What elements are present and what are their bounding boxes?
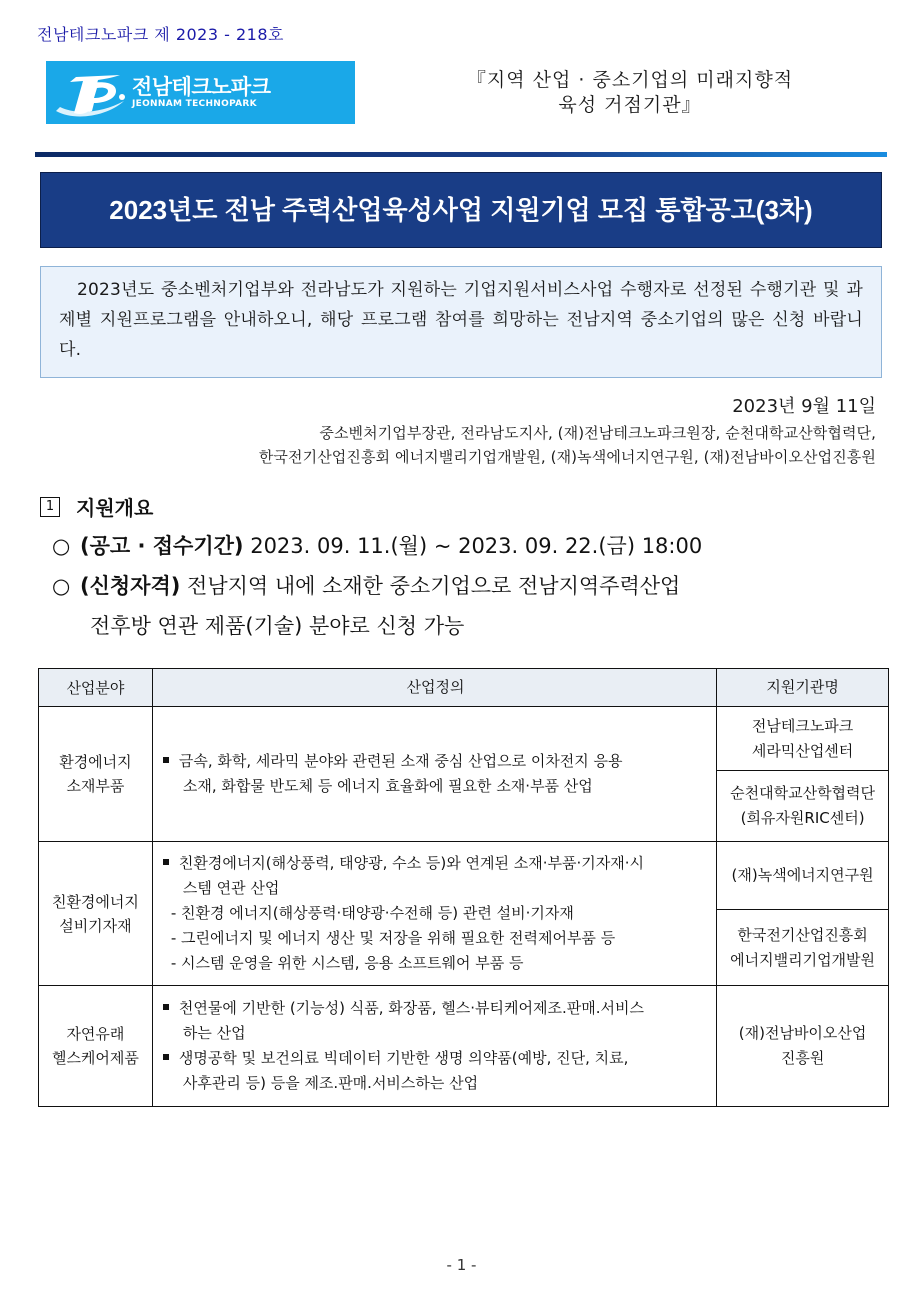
field-line: 자연유래 [66,1025,125,1043]
square-bullet-icon [163,1054,169,1060]
square-bullet-icon [163,859,169,865]
definition-text: 금속, 화학, 세라믹 분야와 관련된 소재 중심 산업으로 이차전지 응용 [178,752,623,770]
support-org-cell [717,707,889,842]
table-header-row [39,669,889,707]
definition-subitem: - 그린에너지 및 에너지 생산 및 저장을 위해 필요한 전력제어부품 등 [170,929,616,947]
support-org [717,707,888,771]
definition-text: 하는 산업 [182,1024,246,1042]
slogan [395,68,865,118]
industry-field [39,986,153,1107]
org-line: (희유자원RIC센터) [740,809,865,827]
industry-field [39,842,153,986]
eligibility-continued: 전후방 연관 제품(기술) 분야로 신청 가능 [90,614,465,638]
logo-korean-name: 전남테크노파크 [132,75,271,99]
issuing-organizations [259,421,876,469]
intro-box [40,266,882,378]
support-org [717,771,888,841]
definition-text: 사후관리 등) 등을 제조.판매.서비스하는 산업 [182,1074,479,1092]
support-org-cell [717,986,889,1107]
definition-text: 천연물에 기반한 (기능성) 식품, 화장품, 헬스·뷰티케어제조.판매.서비스 [178,999,644,1017]
document-number: 전남테크노파크 제 2023 - 218호 [37,25,284,44]
eligibility-value: 전남지역 내에 소재한 중소기업으로 전남지역주력산업 [187,574,681,598]
square-bullet-icon [163,1004,169,1010]
period-value: 2023. 09. 11.(월) ~ 2023. 09. 22.(금) 18:00 [250,534,703,558]
section-heading [40,492,153,521]
org-line: 한국전기산업진흥회 [737,925,868,944]
section-title: 지원개요 [76,496,154,520]
header-divider [35,152,887,157]
support-org: (재)녹색에너지연구원 [717,842,888,910]
industry-field [39,707,153,842]
table-row [39,986,889,1107]
logo-english-name: JEONNAM TECHNOPARK [132,99,257,109]
org-line: (재)전남바이오산업 [738,1024,867,1042]
field-line: 소재부품 [66,777,125,795]
slogan-line-2: 육성 거점기관』 [558,94,702,116]
definition-subitem: - 시스템 운영을 위한 시스템, 응용 소프트웨어 부품 등 [170,954,524,972]
support-org [717,910,888,985]
support-table [38,668,889,1107]
industry-definition [152,707,716,842]
field-line: 헬스케어제품 [51,1049,139,1067]
definition-text: 스템 연관 산업 [182,879,280,897]
section-number-box: 1 [40,497,60,517]
support-org-cell [717,842,889,986]
definition-text: 생명공학 및 보건의료 빅데이터 기반한 생명 의약품(예방, 진단, 치료, [178,1049,629,1067]
slogan-line-1: 『지역 산업 · 중소기업의 미래지향적 [466,69,794,91]
header-support-org: 지원기관명 [717,669,889,707]
industry-definition [152,842,716,986]
org-line: 세라믹산업센터 [751,741,854,760]
circle-bullet-icon: ○ [52,534,71,558]
title-banner [40,172,882,248]
table-row [39,842,889,986]
orgs-line-1: 중소벤처기업부장관, 전라남도지사, (재)전남테크노파크원장, 순천대학교산학협력단, [319,424,876,442]
org-line: 에너지밸리기업개발원 [730,950,876,969]
eligibility-label: (신청자격) [80,574,181,598]
circle-bullet-icon: ○ [52,574,71,598]
period-bullet [52,530,702,562]
org-line: 진흥원 [780,1049,825,1067]
company-logo [46,61,355,124]
page-number: - 1 - [446,1256,477,1274]
page-title: 2023년도 전남 주력산업육성사업 지원기업 모집 통합공고(3차) [109,195,813,225]
table-row [39,707,889,842]
definition-text: 친환경에너지(해상풍력, 태양광, 수소 등)와 연계된 소재·부품·기자재·시 [178,854,644,872]
period-label: (공고 · 접수기간) [80,534,244,558]
field-line: 설비기자재 [59,916,132,935]
header-industry-definition: 산업정의 [152,669,716,707]
org-line: 순천대학교산학협력단 [730,784,876,802]
definition-text: 소재, 화합물 반도체 등 에너지 효율화에 필요한 소재·부품 산업 [182,777,593,795]
header-industry-field: 산업분야 [39,669,153,707]
issue-date: 2023년 9월 11일 [732,396,876,417]
orgs-line-2: 한국전기산업진흥회 에너지밸리기업개발원, (재)녹색에너지연구원, (재)전남바이오산업진흥원 [258,448,876,466]
field-line: 환경에너지 [59,753,132,771]
org-line: 전남테크노파크 [751,716,854,735]
field-line: 친환경에너지 [51,892,139,911]
definition-subitem: - 친환경 에너지(해상풍력·태양광·수전해 등) 관련 설비·기자재 [170,904,574,922]
intro-text: 2023년도 중소벤처기업부와 전라남도가 지원하는 기업지원서비스사업 수행자로 선정된 수행기관 및 과제별 지원프로그램을 안내하오니, 해당 프로그램 참여를 희망하는 전남지역 중소기업의 많은 신청 바랍니다. [59,280,863,360]
tp-logo-icon [46,61,130,124]
square-bullet-icon [163,757,169,763]
industry-definition [152,986,716,1107]
eligibility-bullet [52,570,680,602]
